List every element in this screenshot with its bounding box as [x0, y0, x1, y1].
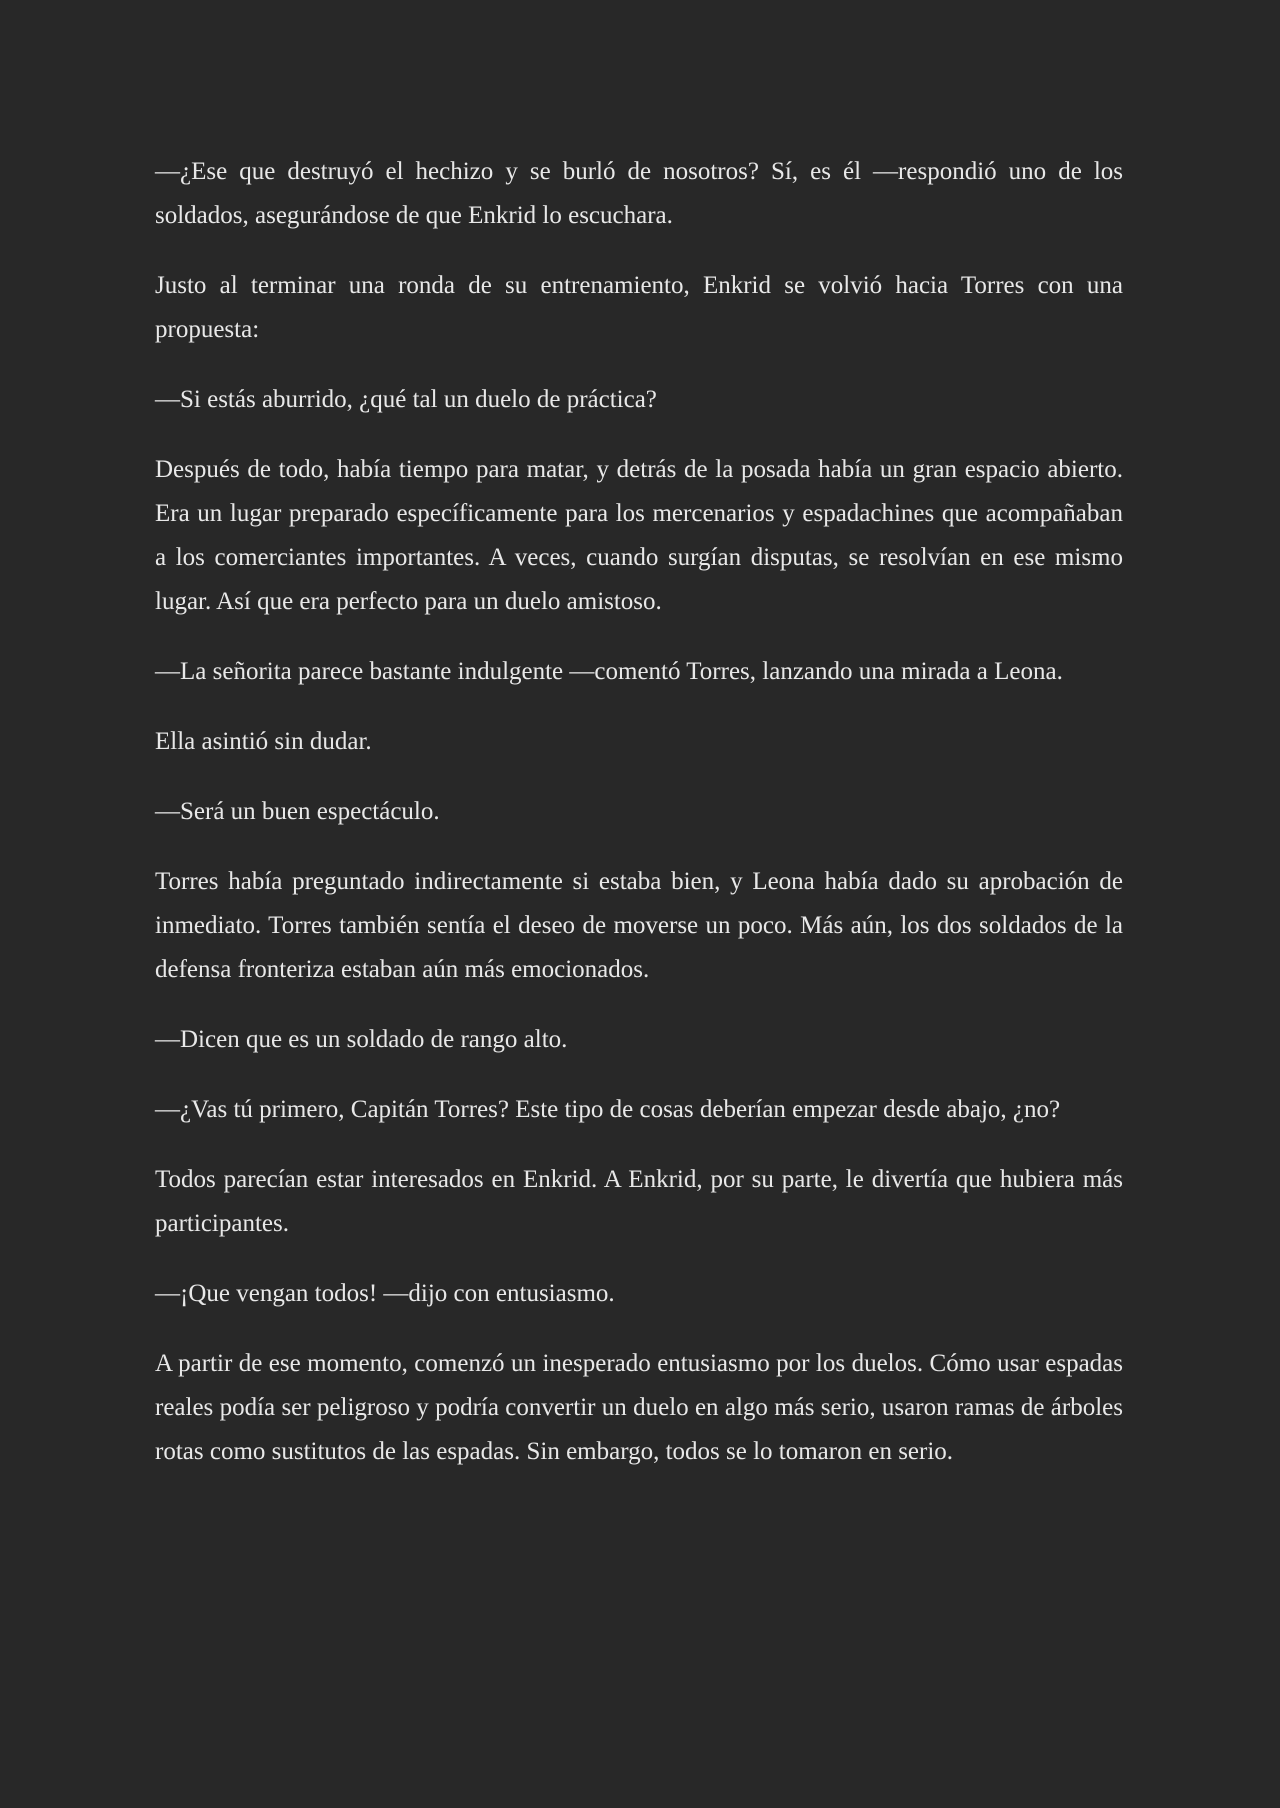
document-page [155, 150, 1123, 1500]
paragraph: —¿Ese que destruyó el hechizo y se burló de nosotros? Sí, es él —respondió uno de los soldados, asegurándose de que Enkrid lo escuchara. [155, 158, 1123, 229]
paragraph: —La señorita parece bastante indulgente —comentó Torres, lanzando una mirada a Leona. [155, 658, 1063, 685]
paragraph: —Dicen que es un soldado de rango alto. [155, 1026, 568, 1053]
paragraph: —¿Vas tú primero, Capitán Torres? Este tipo de cosas deberían empezar desde abajo, ¿no? [155, 1096, 1061, 1123]
paragraph: Ella asintió sin dudar. [155, 728, 372, 755]
paragraph: —¡Que vengan todos! —dijo con entusiasmo. [155, 1280, 615, 1307]
paragraph: Justo al terminar una ronda de su entrenamiento, Enkrid se volvió hacia Torres con una propuesta: [155, 272, 1123, 343]
paragraph: Después de todo, había tiempo para matar, y detrás de la posada había un gran espacio abierto. Era un lugar preparado específicamente para los mercenarios y espadachines que acompañaban a los comerciantes importantes. A veces, cuando surgían disputas, se resolvían en ese mismo lugar. Así que era perfecto para un duelo amistoso. [155, 456, 1123, 615]
paragraph: Torres había preguntado indirectamente si estaba bien, y Leona había dado su aprobación de inmediato. Torres también sentía el deseo de moverse un poco. Más aún, los dos soldados de la defensa fronteriza estaban aún más emocionados. [155, 868, 1123, 983]
paragraph: A partir de ese momento, comenzó un inesperado entusiasmo por los duelos. Cómo usar espadas reales podía ser peligroso y podría convertir un duelo en algo más serio, usaron ramas de árboles rotas como sustitutos de las espadas. Sin embargo, todos se lo tomaron en serio. [155, 1350, 1123, 1465]
paragraph: —Será un buen espectáculo. [155, 798, 440, 825]
paragraph: Todos parecían estar interesados en Enkrid. A Enkrid, por su parte, le divertía que hubiera más participantes. [155, 1166, 1123, 1237]
paragraph: —Si estás aburrido, ¿qué tal un duelo de práctica? [155, 386, 657, 413]
